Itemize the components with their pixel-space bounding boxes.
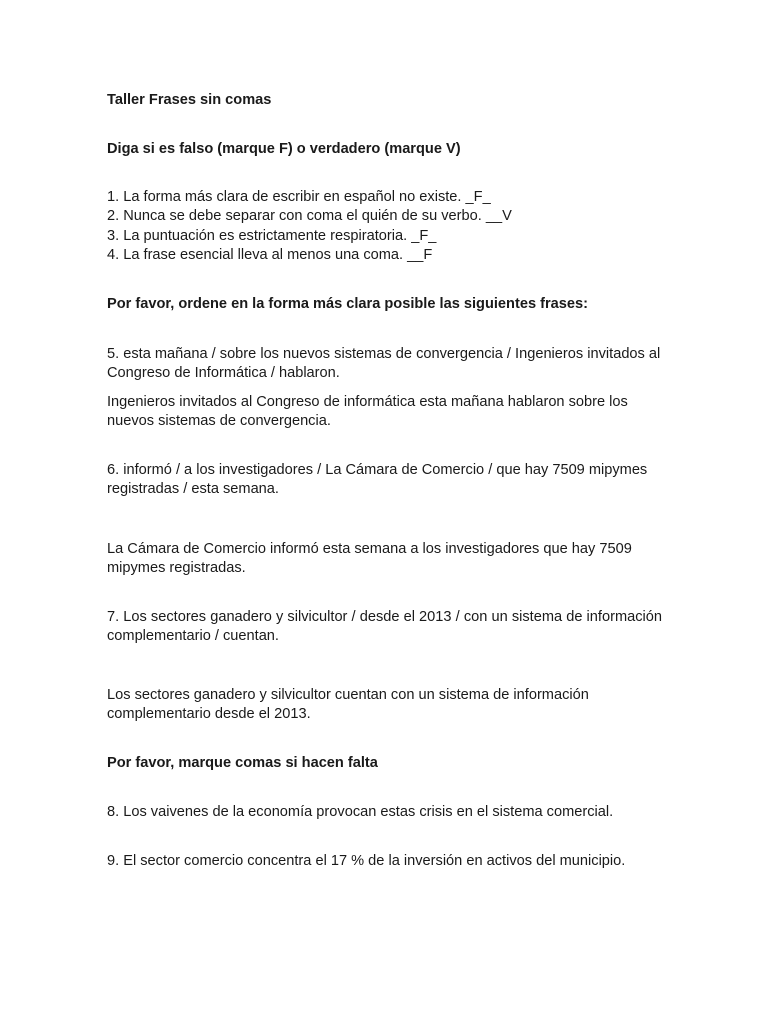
- list-item: 8. Los vaivenes de la economía provocan estas crisis en el sistema comercial.: [107, 804, 614, 820]
- section2-heading: Por favor, ordene en la forma más clara posible las siguientes frases:: [107, 296, 588, 312]
- section1-heading: Diga si es falso (marque F) o verdadero (marque V): [107, 141, 461, 157]
- question-7: 7. Los sectores ganadero y silvicultor / desde el 2013 / con un sistema de información complementario / cuentan.: [107, 609, 662, 644]
- list-item: 4. La frase esencial lleva al menos una coma. __F: [107, 247, 433, 263]
- question-6: 6. informó / a los investigadores / La Cámara de Comercio / que hay 7509 mipymes registradas / esta semana.: [107, 462, 648, 497]
- list-item: 3. La puntuación es estrictamente respiratoria. _F_: [107, 228, 437, 244]
- list-item: 1. La forma más clara de escribir en español no existe. _F_: [107, 189, 491, 205]
- answer-7: Los sectores ganadero y silvicultor cuentan con un sistema de información complementario desde el 2013.: [107, 687, 589, 722]
- document-title: Taller Frases sin comas: [107, 92, 272, 108]
- list-item: 9. El sector comercio concentra el 17 % de la inversión en activos del municipio.: [107, 853, 626, 869]
- list-item: 2. Nunca se debe separar con coma el quién de su verbo. __V: [107, 208, 512, 224]
- question-5: 5. esta mañana / sobre los nuevos sistemas de convergencia / Ingenieros invitados al Congreso de Informática / hablaron.: [107, 346, 661, 381]
- answer-5: Ingenieros invitados al Congreso de informática esta mañana hablaron sobre los nuevos sistemas de convergencia.: [107, 394, 628, 429]
- section3-heading: Por favor, marque comas si hacen falta: [107, 755, 378, 771]
- answer-6: La Cámara de Comercio informó esta semana a los investigadores que hay 7509 mipymes registradas.: [107, 541, 632, 576]
